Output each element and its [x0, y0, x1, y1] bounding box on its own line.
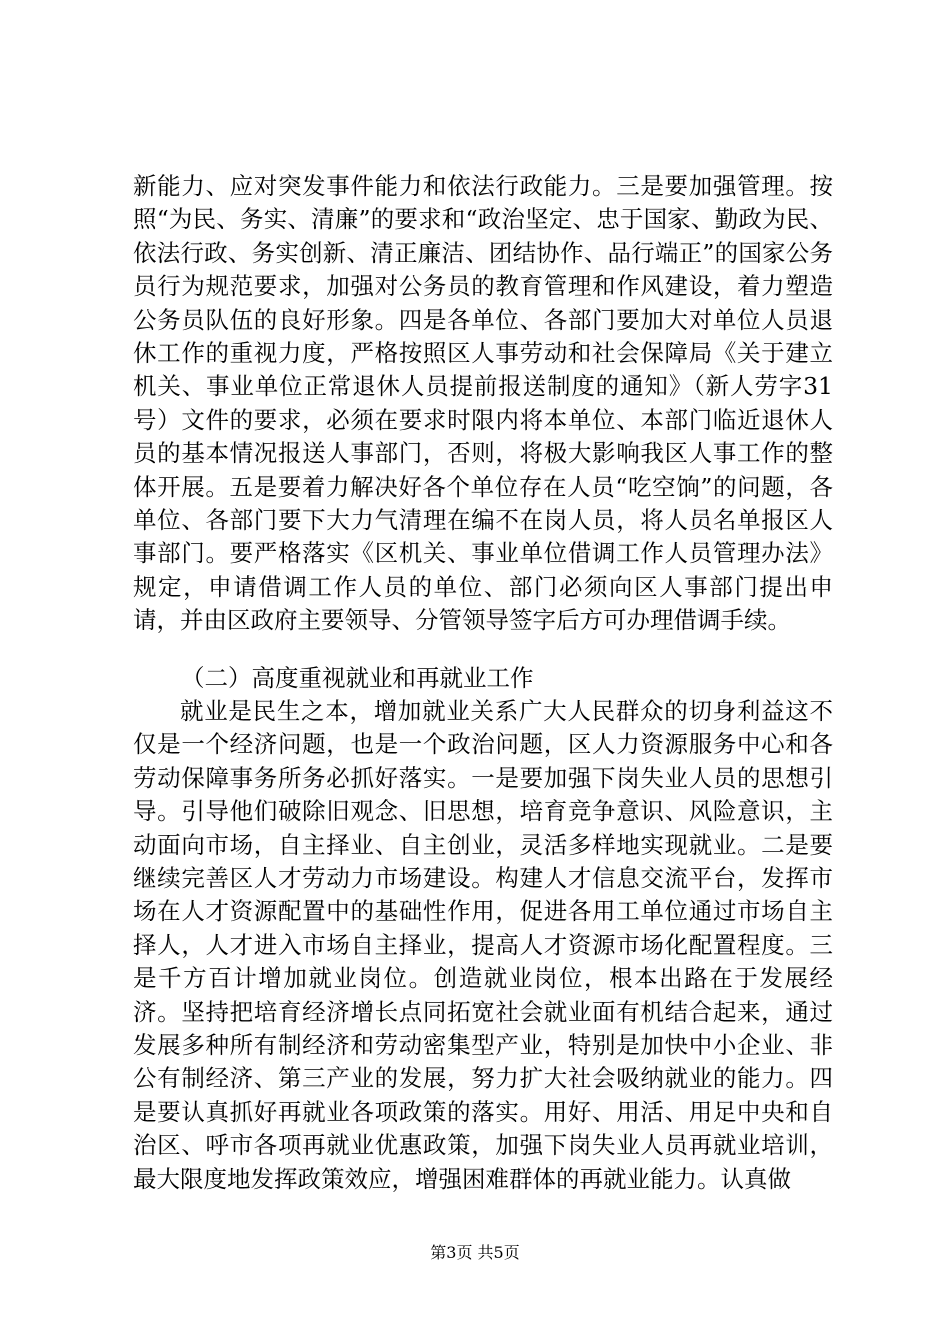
- body-text-employment: [133, 695, 833, 1196]
- body-text-continuation: [133, 170, 833, 638]
- paragraph-employment: 就业是民生之本，增加就业关系广大人民群众的切身利益这不仅是一个经济问题，也是一个政治问题，区人力资源服务中心和各劳动保障事务所务必抓好落实。一是要加强下岗失业人员的思想引导。引导他们破除旧观念、旧思想，培育竞争意识、风险意识，主动面向市场，自主择业、自主创业，灵活多样地实现就业。二是要继续完善区人才劳动力市场建设。构建人才信息交流平台，发挥市场在人才资源配置中的基础性作用，促进各用工单位通过市场自主择人，人才进入市场自主择业，提高人才资源市场化配置程度。三是千方百计增加就业岗位。创造就业岗位，根本出路在于发展经济。坚持把培育经济增长点同拓宽社会就业面有机结合起来，通过发展多种所有制经济和劳动密集型产业，特别是加快中小企业、非公有制经济、第三产业的发展，努力扩大社会吸纳就业的能力。四是要认真抓好再就业各项政策的落实。用好、用活、用足中央和自治区、呼市各项再就业优惠政策，加强下岗失业人员再就业培训，最大限度地发挥政策效应，增强困难群体的再就业能力。认真做: [133, 697, 833, 1193]
- paragraph-continuation: 新能力、应对突发事件能力和依法行政能力。三是要加强管理。按照“为民、务实、清廉”的要求和“政治坚定、忠于国家、勤政为民、依法行政、务实创新、清正廉洁、团结协作、品行端正”的国家公务员行为规范要求，加强对公务员的教育管理和作风建设，着力塑造公务员队伍的良好形象。四是各单位、各部门要加大对单位人员退休工作的重视力度，严格按照区人事劳动和社会保障局《关于建立机关、事业单位正常退休人员提前报送制度的通知》（新人劳字31号）文件的要求，必须在要求时限内将本单位、本部门临近退休人员的基本情况报送人事部门，否则，将极大影响我区人事工作的整体开展。五是要着力解决好各个单位存在人员“吃空饷”的问题，各单位、各部门要下大力气清理在编不在岗人员，将人员名单报区人事部门。要严格落实《区机关、事业单位借调工作人员管理办法》规定，申请借调工作人员的单位、部门必须向区人事部门提出申请，并由区政府主要领导、分管领导签字后方可办理借调手续。: [133, 172, 833, 635]
- page-number: 第3页 共5页: [430, 1243, 520, 1262]
- section-heading: （二）高度重视就业和再就业工作: [181, 664, 534, 692]
- page-footer: [0, 1243, 950, 1263]
